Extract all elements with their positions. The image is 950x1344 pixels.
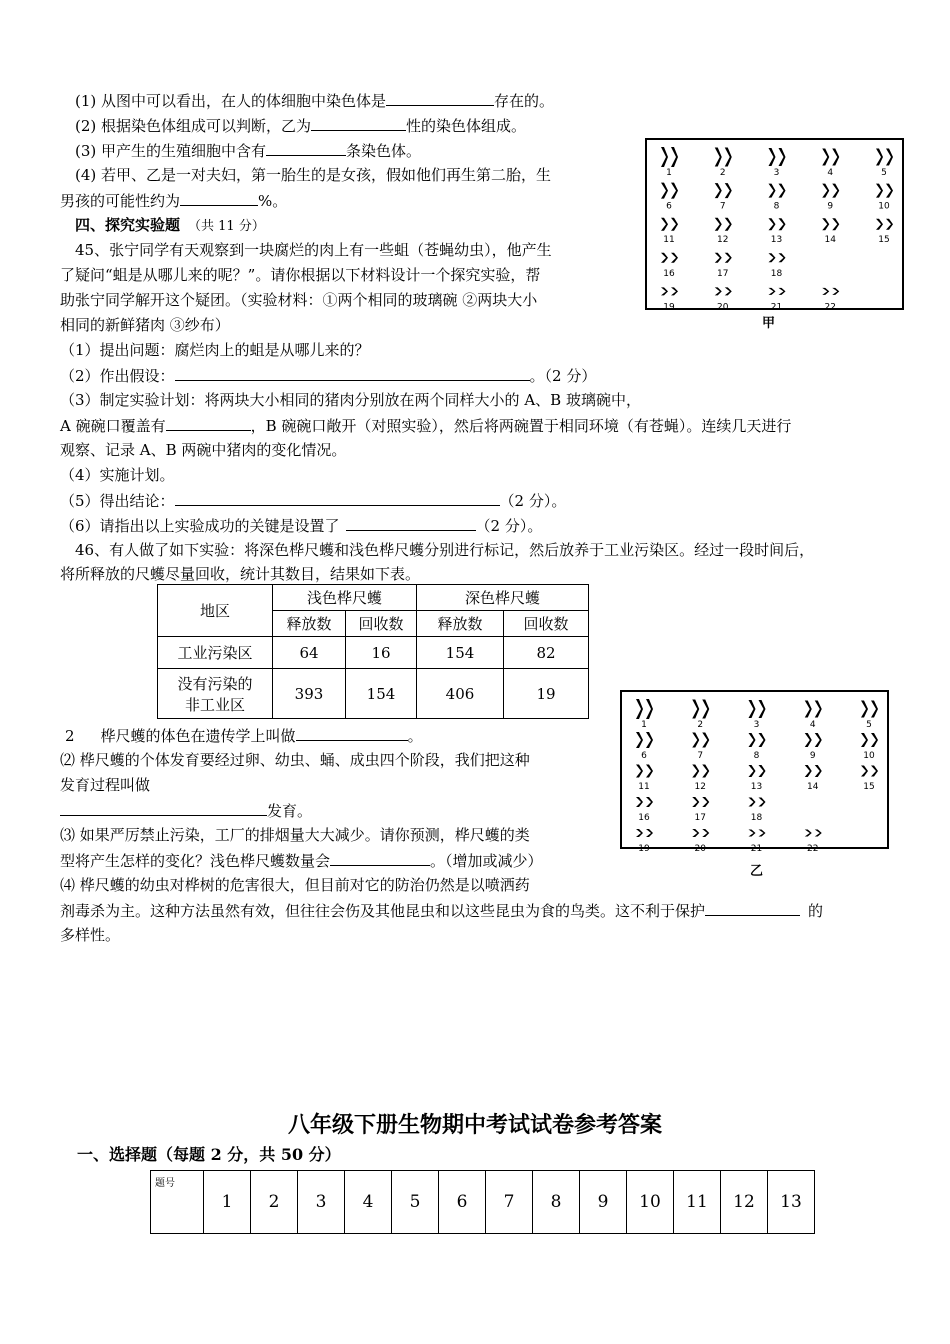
chromosome bbox=[822, 218, 829, 230]
q45-step3-cont: A 碗碗口覆盖有 ，B 碗碗口敞开（对照实验），然后将两碗置于相同环境（有苍蝇）。连续几天进行 bbox=[60, 417, 792, 435]
chromosome bbox=[646, 797, 653, 807]
answer-number-cell: 7 bbox=[486, 1171, 533, 1234]
chromosome bbox=[832, 149, 839, 166]
q45-step2: （2）作出假设： 。（2 分） bbox=[60, 367, 597, 385]
chromosome-pair bbox=[661, 287, 678, 295]
chromosome-pair bbox=[661, 253, 678, 263]
chromosome bbox=[759, 700, 766, 718]
chromosome bbox=[871, 701, 878, 718]
chromosome bbox=[769, 184, 776, 198]
q44-line3: (3) 甲产生的生殖细胞中含有 条染色体。 bbox=[75, 142, 422, 160]
blank[interactable] bbox=[346, 515, 476, 531]
chromosome bbox=[661, 218, 668, 231]
chromosome bbox=[876, 219, 883, 230]
q45-step6: （6）请指出以上实验成功的关键是设置了 （2 分）。 bbox=[60, 517, 543, 535]
chromosome bbox=[769, 148, 776, 166]
chromosome bbox=[636, 797, 643, 807]
header-dark: 深色桦尺蠖 bbox=[417, 585, 589, 611]
chromosome bbox=[646, 829, 653, 837]
q45-step3: （3）制定实验计划：将两块大小相同的猪肉分别放在两个同样大小的 A、B 玻璃碗中， bbox=[60, 391, 641, 409]
blank[interactable] bbox=[296, 725, 408, 741]
answer-number-cell: 4 bbox=[345, 1171, 392, 1234]
table-cell: 工业污染区 bbox=[158, 637, 273, 669]
chromosome bbox=[886, 184, 893, 198]
chromosome-number: 22 bbox=[824, 302, 836, 313]
chromosome bbox=[692, 733, 699, 748]
q46-part2: ⑵ 桦尺蠖的个体发育要经过卵、幼虫、蛹、成虫四个阶段，我们把这种 bbox=[60, 751, 530, 769]
chromosome bbox=[815, 830, 822, 837]
chromosome-number: 4 bbox=[827, 168, 834, 178]
chromosome bbox=[725, 287, 732, 295]
chromosome-pair bbox=[715, 287, 732, 295]
chromosome bbox=[779, 184, 786, 198]
chromosome bbox=[815, 765, 822, 777]
q45-step4: （4）实施计划。 bbox=[60, 466, 175, 484]
answer-number-cell: 10 bbox=[627, 1171, 674, 1234]
q45-step3-end: 观察、记录 A、B 两碗中猪肉的变化情况。 bbox=[60, 441, 347, 459]
chromosome-number: 5 bbox=[881, 168, 887, 178]
chromosome-number: 7 bbox=[719, 201, 726, 212]
table-cell: 154 bbox=[417, 637, 504, 669]
chromosome-number: 11 bbox=[663, 235, 675, 246]
blank[interactable] bbox=[175, 365, 530, 381]
chromosome bbox=[636, 829, 643, 837]
chromosome bbox=[805, 765, 812, 777]
chromosome-pair bbox=[769, 184, 786, 198]
chromosome bbox=[749, 798, 756, 807]
q44-line2: (2) 根据染色体组成可以判断，乙为 性的染色体组成。 bbox=[75, 117, 527, 135]
chromosome-number: 21 bbox=[750, 844, 763, 854]
answer-table bbox=[150, 1170, 815, 1234]
answer-number-cell: 9 bbox=[580, 1171, 627, 1234]
chromosome-pair bbox=[692, 733, 709, 748]
chromosome-number: 8 bbox=[773, 201, 780, 212]
table-cell: 16 bbox=[346, 637, 417, 669]
q45-line3: 助张宁同学解开这个疑团。（实验材料：①两个相同的玻璃碗 ②两块大小 bbox=[60, 291, 538, 309]
chromosome bbox=[749, 733, 756, 747]
chromosome-number: 19 bbox=[663, 302, 675, 313]
chromosome-pair bbox=[822, 184, 839, 198]
chromosome bbox=[779, 148, 786, 166]
header-recovered: 回收数 bbox=[346, 611, 417, 637]
blank[interactable] bbox=[166, 415, 251, 431]
chromosome-number: 15 bbox=[878, 235, 890, 246]
chromosome bbox=[832, 288, 839, 295]
q45-line2: 了疑问“蛆是从哪儿来的呢？”。请你根据以下材料设计一个探究实验，帮 bbox=[60, 266, 541, 284]
chromosome-pair bbox=[692, 797, 709, 807]
chromosome-pair bbox=[749, 830, 766, 837]
chromosome bbox=[822, 184, 829, 198]
answer-number-cell: 3 bbox=[298, 1171, 345, 1234]
chromosome bbox=[661, 287, 668, 295]
answer-number-cell: 6 bbox=[439, 1171, 486, 1234]
chromosome bbox=[702, 733, 709, 748]
chromosome-pair bbox=[661, 218, 678, 231]
chromosome bbox=[769, 288, 776, 295]
q46-line1: 46、有人做了如下实验：将深色桦尺蠖和浅色桦尺蠖分别进行标记，然后放养于工业污染区。经过一段时间后， bbox=[75, 541, 815, 559]
chromosome-number: 20 bbox=[717, 302, 729, 313]
chromosome bbox=[749, 830, 756, 837]
q46-part4: ⑷ 桦尺蠖的幼虫对桦树的危害很大，但目前对它的防治仍然是以喷洒药 bbox=[60, 876, 530, 894]
answer-number-cell: 2 bbox=[251, 1171, 298, 1234]
blank[interactable] bbox=[311, 115, 406, 131]
chromosome bbox=[661, 147, 668, 167]
chromosome bbox=[805, 701, 812, 718]
chromosome-number: 3 bbox=[753, 720, 760, 730]
chromosome bbox=[886, 149, 893, 166]
answer-number-cell: 11 bbox=[674, 1171, 721, 1234]
chromosome-number: 11 bbox=[638, 782, 650, 792]
chromosome-number: 1 bbox=[641, 720, 647, 730]
chromosome bbox=[876, 149, 883, 166]
q46-part4-cont: 剂毒杀为主。这种方法虽然有效，但往往会伤及其他昆虫和以这些昆虫为食的鸟类。这不利于保护 的 bbox=[60, 902, 824, 920]
chromosome-number: 6 bbox=[666, 201, 672, 212]
chromosome-pair bbox=[805, 765, 822, 777]
chromosome-number: 17 bbox=[694, 813, 706, 823]
chromosome bbox=[815, 701, 822, 718]
chromosome-pair bbox=[636, 797, 653, 807]
chromosome-pair bbox=[769, 253, 786, 262]
chromosome bbox=[671, 183, 678, 199]
chromosome-pair bbox=[861, 733, 878, 747]
chromosome-pair bbox=[876, 219, 893, 230]
chromosome-pair bbox=[636, 765, 653, 778]
chromosome-number: 12 bbox=[717, 235, 729, 246]
chromosome bbox=[692, 797, 699, 807]
chromosome bbox=[759, 830, 766, 837]
chromosome bbox=[702, 700, 709, 719]
chromosome-number: 17 bbox=[717, 268, 729, 279]
blank[interactable] bbox=[60, 800, 267, 816]
chromosome-pair bbox=[692, 765, 709, 778]
table-cell: 19 bbox=[504, 669, 589, 719]
chromosome-number: 15 bbox=[863, 782, 875, 792]
q44-line4: (4) 若甲、乙是一对夫妇，第一胎生的是女孩，假如他们再生第二胎，生 bbox=[75, 166, 552, 184]
chromosome bbox=[646, 699, 653, 719]
chromosome bbox=[832, 184, 839, 198]
blank[interactable] bbox=[266, 140, 346, 156]
chromosome-pair bbox=[636, 829, 653, 837]
chromosome-number: 9 bbox=[827, 201, 834, 212]
chromosome bbox=[749, 765, 756, 777]
chromosome-number: 22 bbox=[807, 844, 819, 854]
chromosome bbox=[715, 287, 722, 295]
table-cell: 64 bbox=[273, 637, 346, 669]
chromosome-number: 4 bbox=[809, 720, 816, 730]
chromosome-number: 19 bbox=[638, 844, 650, 854]
header-recovered: 回收数 bbox=[504, 611, 589, 637]
chromosome bbox=[671, 253, 678, 263]
chromosome-number: 13 bbox=[750, 782, 763, 792]
chromosome bbox=[646, 765, 653, 778]
chromosome bbox=[636, 732, 643, 748]
chromosome-pair bbox=[715, 253, 732, 263]
chromosome bbox=[822, 149, 829, 166]
chromosome-number: 14 bbox=[824, 235, 836, 246]
chromosome-pair bbox=[692, 829, 709, 837]
q46-part3: ⑶ 如果严厉禁止污染，工厂的排烟量大大减少。请你预测，桦尺蠖的类 bbox=[60, 826, 530, 844]
chromosome bbox=[769, 253, 776, 262]
chromosome bbox=[661, 253, 668, 263]
chromosome bbox=[715, 253, 722, 263]
answer-number-cell: 5 bbox=[392, 1171, 439, 1234]
answer-section-1-heading: 一、选择题（每题 2 分，共 50 分） bbox=[77, 1145, 341, 1164]
chromosome-pair bbox=[715, 148, 732, 167]
q46-part2-end: 发育。 bbox=[60, 800, 312, 821]
q44-line5: 男孩的可能性约为 %。 bbox=[60, 192, 288, 210]
chromosome bbox=[715, 183, 722, 198]
chromosome bbox=[779, 288, 786, 295]
q45-line1: 45、张宁同学有天观察到一块腐烂的肉上有一些蛆（苍蝇幼虫），他产生 bbox=[75, 241, 552, 259]
chromosome bbox=[769, 218, 776, 230]
q46-part1: 2 桦尺蠖的体色在遗传学上叫做 。 bbox=[65, 727, 423, 745]
answer-number-cell: 13 bbox=[768, 1171, 815, 1234]
chromosome-number: 14 bbox=[807, 782, 819, 792]
chromosome-pair bbox=[805, 701, 822, 718]
header-released: 释放数 bbox=[273, 611, 346, 637]
chromosome-pair bbox=[661, 183, 678, 199]
chromosome-pair bbox=[769, 148, 786, 166]
chromosome-number: 5 bbox=[866, 720, 872, 730]
blank[interactable] bbox=[180, 190, 258, 206]
chromosome-number: 18 bbox=[770, 268, 783, 279]
chromosome-number: 6 bbox=[641, 751, 647, 761]
q45-step5: （5）得出结论： （2 分）。 bbox=[60, 492, 567, 510]
chromosome-number: 16 bbox=[663, 268, 675, 279]
chromosome bbox=[886, 219, 893, 230]
chromosome bbox=[861, 733, 868, 747]
chromosome-pair bbox=[692, 700, 709, 719]
karyotype-figure-yi bbox=[620, 690, 889, 854]
chromosome-number: 10 bbox=[863, 751, 875, 761]
chromosome bbox=[759, 733, 766, 747]
chromosome-pair bbox=[769, 218, 786, 230]
chromosome-number: 10 bbox=[878, 201, 890, 212]
blank[interactable] bbox=[175, 490, 500, 506]
chromosome bbox=[759, 798, 766, 807]
chromosome-number: 20 bbox=[694, 844, 706, 854]
chromosome-pair bbox=[822, 288, 839, 295]
chromosome-number: 18 bbox=[750, 813, 763, 823]
chromosome-pair bbox=[805, 733, 822, 747]
answer-number-cell: 12 bbox=[721, 1171, 768, 1234]
chromosome-pair bbox=[749, 765, 766, 777]
q46-part4-end: 多样性。 bbox=[60, 926, 121, 944]
chromosome bbox=[871, 733, 878, 747]
chromosome bbox=[725, 218, 732, 231]
chromosome bbox=[702, 829, 709, 837]
chromosome-pair bbox=[636, 699, 653, 719]
chromosome bbox=[715, 218, 722, 231]
chromosome-pairs bbox=[622, 692, 887, 854]
chromosome bbox=[759, 765, 766, 777]
chromosome bbox=[636, 699, 643, 719]
chromosome bbox=[805, 830, 812, 837]
chromosome bbox=[692, 700, 699, 719]
figure-caption-yi: 乙 bbox=[750, 864, 764, 879]
answer-key-title: 八年级下册生物期中考试试卷参考答案 bbox=[287, 1112, 662, 1138]
chromosome bbox=[871, 766, 878, 777]
chromosome bbox=[725, 148, 732, 167]
chromosome-pair bbox=[822, 149, 839, 166]
chromosome bbox=[702, 765, 709, 778]
chromosome-pair bbox=[822, 218, 839, 230]
chromosome-pair bbox=[876, 149, 893, 166]
q45-step1: （1）提出问题：腐烂肉上的蛆是从哪儿来的？ bbox=[60, 341, 370, 359]
chromosome bbox=[671, 287, 678, 295]
chromosome bbox=[779, 253, 786, 262]
chromosome-pair bbox=[749, 798, 766, 807]
chromosome-number: 7 bbox=[697, 751, 704, 761]
chromosome-pair bbox=[715, 218, 732, 231]
chromosome-pair bbox=[715, 183, 732, 198]
chromosome bbox=[815, 733, 822, 747]
chromosome-pair bbox=[636, 732, 653, 748]
header-released: 释放数 bbox=[417, 611, 504, 637]
chromosome-number: 13 bbox=[770, 235, 783, 246]
chromosome-pair bbox=[749, 700, 766, 718]
chromosome bbox=[702, 797, 709, 807]
chromosome-pairs bbox=[647, 140, 902, 313]
moth-data-table bbox=[157, 584, 589, 719]
chromosome-number: 9 bbox=[809, 751, 816, 761]
chromosome bbox=[692, 829, 699, 837]
answer-number-cell: 1 bbox=[204, 1171, 251, 1234]
chromosome bbox=[661, 183, 668, 199]
chromosome bbox=[671, 218, 678, 231]
chromosome-number: 21 bbox=[770, 302, 783, 313]
table-cell: 393 bbox=[273, 669, 346, 719]
q46-line2: 将所释放的尺蠖尽量回收，统计其数目，结果如下表。 bbox=[60, 565, 421, 583]
chromosome bbox=[876, 184, 883, 198]
chromosome bbox=[749, 700, 756, 718]
chromosome-pair bbox=[861, 766, 878, 777]
table-cell: 406 bbox=[417, 669, 504, 719]
chromosome-number: 3 bbox=[773, 168, 780, 178]
chromosome bbox=[805, 733, 812, 747]
answer-table-header: 题号 bbox=[151, 1171, 204, 1234]
chromosome bbox=[725, 253, 732, 263]
answer-number-cell: 8 bbox=[533, 1171, 580, 1234]
header-region: 地区 bbox=[158, 585, 273, 637]
chromosome bbox=[861, 766, 868, 777]
table-cell: 82 bbox=[504, 637, 589, 669]
chromosome bbox=[646, 732, 653, 748]
chromosome-number: 12 bbox=[694, 782, 706, 792]
chromosome bbox=[822, 288, 829, 295]
chromosome bbox=[832, 218, 839, 230]
q44-line1: (1) 从图中可以看出，在人的体细胞中染色体是 存在的。 bbox=[75, 92, 555, 110]
chromosome-pair bbox=[805, 830, 822, 837]
karyotype-figure-jia bbox=[645, 138, 904, 313]
blank[interactable] bbox=[330, 850, 430, 866]
blank[interactable] bbox=[705, 900, 800, 916]
chromosome bbox=[692, 765, 699, 778]
chromosome-pair bbox=[769, 288, 786, 295]
chromosome bbox=[636, 765, 643, 778]
q46-part2-cont: 发育过程叫做 bbox=[60, 776, 151, 794]
chromosome-number: 16 bbox=[638, 813, 650, 823]
table-cell: 没有污染的 非工业区 bbox=[158, 669, 273, 719]
chromosome bbox=[725, 183, 732, 198]
chromosome-number: 1 bbox=[666, 168, 672, 178]
chromosome-number: 8 bbox=[753, 751, 760, 761]
chromosome-pair bbox=[661, 147, 678, 167]
chromosome-number: 2 bbox=[697, 720, 704, 730]
chromosome-pair bbox=[861, 701, 878, 718]
table-cell: 154 bbox=[346, 669, 417, 719]
section-4-heading: 四、探究实验题 （共 11 分） bbox=[75, 216, 265, 234]
chromosome-number: 2 bbox=[719, 168, 726, 178]
header-light: 浅色桦尺蠖 bbox=[273, 585, 417, 611]
q46-part3-cont: 型将产生怎样的变化？浅色桦尺蠖数量会 。（增加或减少） bbox=[60, 852, 543, 870]
chromosome bbox=[715, 148, 722, 167]
figure-caption-jia: 甲 bbox=[762, 316, 776, 331]
chromosome bbox=[861, 701, 868, 718]
chromosome-pair bbox=[749, 733, 766, 747]
chromosome bbox=[671, 147, 678, 167]
q45-line4: 相同的新鲜猪肉 ③纱布） bbox=[60, 316, 230, 334]
chromosome-pair bbox=[876, 184, 893, 198]
blank[interactable] bbox=[386, 90, 494, 106]
chromosome bbox=[779, 218, 786, 230]
